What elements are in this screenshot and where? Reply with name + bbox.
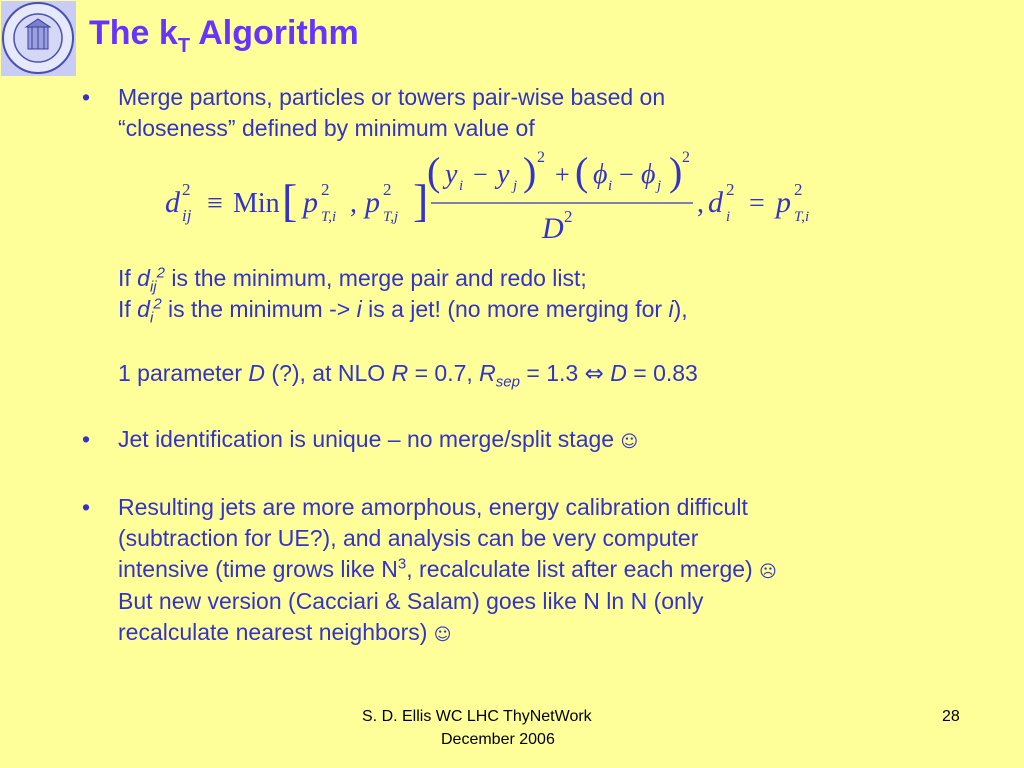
formula-p1: p [303, 186, 318, 219]
formula-equiv: ≡ [207, 188, 223, 219]
bullet-3-line-4: But new version (Cacciari & Salam) goes like N ln N (only [118, 588, 704, 614]
formula-di-sup: 2 [726, 180, 735, 199]
thumbs-up-icon: ☺ [433, 625, 452, 645]
formula-yi: y [445, 159, 458, 190]
page-number: 28 [942, 708, 960, 725]
formula-sq-1: 2 [537, 150, 545, 166]
formula-yj-sub: j [513, 178, 518, 194]
formula-eq: = [749, 188, 765, 219]
university-seal-logo [1, 1, 76, 76]
bullet-marker: • [82, 84, 91, 110]
formula-p3-sup: 2 [794, 180, 803, 199]
formula-plus: + [555, 160, 570, 189]
kt-distance-formula [165, 150, 845, 245]
formula-p1-sub: T,i [321, 209, 337, 225]
bullet-3-line-3: intensive (time grows like $N^3$, recalculate list after each merge) ☹ [118, 555, 777, 582]
if-dij-line: If $d_{ij}^2$ is the minimum, merge pair and redo list; [118, 264, 587, 296]
formula-dij-sub: ij [182, 206, 192, 225]
formula-phij-sub: j [657, 178, 662, 194]
formula-p1-sup: 2 [321, 180, 330, 199]
parameter-line: 1 parameter D (?), at NLO R = 0.7, $R_{sep} = 1.3$ ⇔ D = 0.83 [118, 360, 698, 391]
bullet-marker: • [82, 426, 91, 452]
formula-rbracket: ] [413, 175, 429, 226]
bullet-3-line-1: Resulting jets are more amorphous, energy calibration difficult [118, 494, 748, 520]
formula-D-sup: 2 [564, 207, 573, 226]
formula-comma-2: , [697, 188, 704, 219]
footer-author: S. D. Ellis WC LHC ThyNetWork [362, 708, 592, 725]
bullet-3-line-5: recalculate nearest neighbors) ☺ [118, 619, 452, 645]
formula-D: D [542, 212, 564, 245]
formula-rparen-1: ) [523, 150, 537, 194]
formula-lbracket: [ [282, 175, 298, 226]
formula-yi-sub: i [459, 178, 464, 194]
formula-p2-sub: T,j [383, 209, 399, 225]
formula-dij: d [165, 186, 180, 219]
slide-title: The $k_T$ Algorithm [89, 14, 359, 57]
bullet-3-line-2: (subtraction for UE?), and analysis can be very computer [118, 525, 699, 551]
formula-phii: ϕ [593, 159, 608, 190]
formula-phii-sub: i [608, 178, 613, 194]
formula-yj: y [497, 159, 510, 190]
footer-date: December 2006 [441, 731, 555, 748]
formula-rparen-2: ) [669, 150, 683, 194]
thumbs-up-icon: ☺ [620, 432, 639, 452]
formula-comma-1: , [350, 188, 357, 219]
formula-lparen-2: ( [575, 150, 589, 194]
formula-di-sub: i [726, 209, 731, 225]
formula-p2-sup: 2 [383, 180, 392, 199]
formula-p3-sub: T,i [794, 209, 810, 225]
formula-min: Min [233, 188, 280, 219]
if-di-line: If $d_i^2$ is the minimum -> i is a jet! (no more merging for i), [118, 295, 688, 327]
bullet-marker: • [82, 494, 91, 520]
formula-minus-2: − [619, 160, 634, 189]
equivalence-arrow-icon: ⇔ [584, 361, 604, 387]
bullet-1-line-2: “closeness” defined by minimum value of [118, 115, 535, 141]
formula-phij: ϕ [641, 159, 656, 190]
bullet-1-line-1: Merge partons, particles or towers pair-wise based on [118, 84, 666, 110]
formula-lparen-1: ( [427, 150, 441, 194]
formula-minus-1: − [473, 160, 488, 189]
formula-dij-sup: 2 [182, 180, 191, 199]
formula-p2: p [365, 186, 380, 219]
formula-p3: p [776, 186, 791, 219]
formula-di: d [708, 186, 723, 219]
bullet-2-text: Jet identification is unique – no merge/split stage ☺ [118, 426, 639, 452]
thumbs-down-icon: ☹ [759, 562, 777, 582]
formula-sq-2: 2 [682, 150, 690, 166]
